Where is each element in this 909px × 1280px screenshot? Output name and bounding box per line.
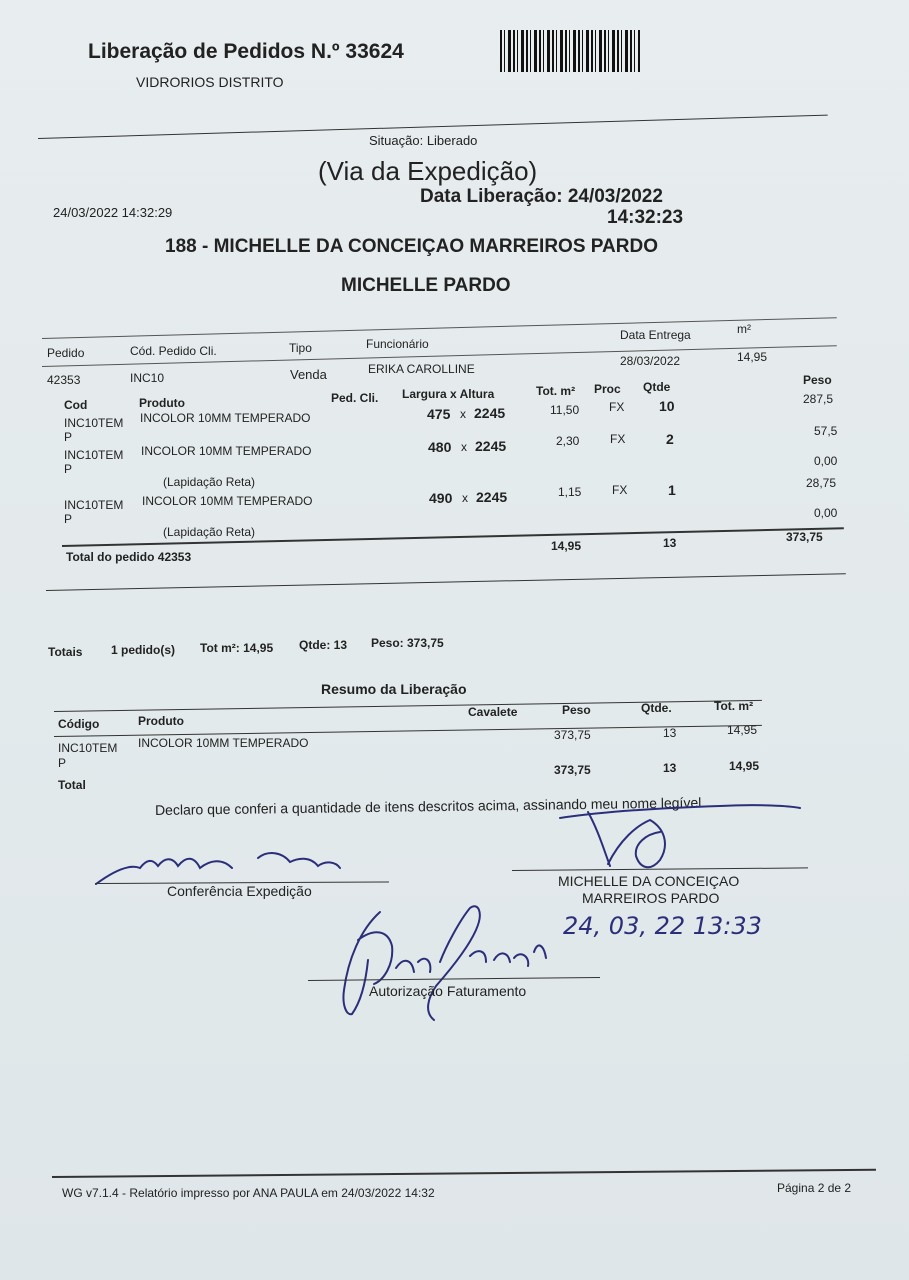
item-sub-peso: 0,00	[814, 506, 838, 520]
customer-name-line2: MARREIROS PARDO	[582, 890, 720, 906]
item-peso: 28,75	[806, 476, 837, 490]
summary-total-qtde: 13	[663, 761, 677, 775]
order-tipo: Venda	[290, 367, 327, 382]
items-col-peso: Peso	[803, 373, 832, 387]
item-sub-peso: 0,00	[814, 454, 838, 468]
col-pedido: Pedido	[47, 346, 85, 360]
items-col-ped-cli: Ped. Cli.	[331, 391, 379, 405]
totals-label: Totais	[48, 645, 83, 659]
summary-col-cavalete: Cavalete	[468, 705, 518, 719]
item-largura: 480	[428, 439, 452, 455]
item-proc: FX	[609, 400, 625, 414]
items-col-cod: Cod	[64, 398, 88, 412]
order-total-peso: 373,75	[786, 530, 823, 544]
totals-qtde: Qtde: 13	[299, 638, 348, 652]
item-altura: 2245	[476, 489, 508, 505]
col-tipo: Tipo	[289, 341, 312, 355]
item-cod-suffix: P	[64, 462, 73, 476]
summary-row-cod-suffix: P	[58, 756, 67, 770]
summary-total-label: Total	[58, 778, 86, 792]
item-peso: 287,5	[803, 392, 834, 406]
item-largura: 490	[429, 490, 453, 506]
item-cod: INC10TEM	[64, 416, 124, 430]
item-produto: INCOLOR 10MM TEMPERADO	[142, 494, 313, 508]
printed-at: 24/03/2022 14:32:29	[53, 205, 173, 220]
customer-name-line1: MICHELLE DA CONCEIÇAO	[558, 873, 740, 889]
order-total-m2: 14,95	[551, 539, 582, 553]
item-altura: 2245	[474, 405, 506, 421]
conferencia-label: Conferência Expedição	[167, 883, 312, 899]
item-qtde: 10	[659, 398, 675, 414]
item-qtde: 2	[666, 431, 674, 447]
conferencia-signature	[96, 853, 340, 884]
order-cod-pedido-cli: INC10	[130, 371, 165, 385]
item-tot-m2: 11,50	[550, 403, 580, 417]
item-tot-m2: 1,15	[558, 485, 582, 499]
item-cod: INC10TEM	[64, 498, 124, 512]
col-m2: m²	[737, 322, 751, 336]
item-altura: 2245	[475, 438, 507, 454]
totals-m2: Tot m²: 14,95	[200, 641, 274, 655]
summary-title: Resumo da Liberação	[321, 681, 467, 697]
items-col-proc: Proc	[594, 382, 621, 396]
release-date: Data Liberação: 24/03/2022	[420, 186, 663, 207]
item-sub: (Lapidação Reta)	[163, 475, 256, 489]
item-x: x	[460, 407, 466, 421]
order-funcionario: ERIKA CAROLLINE	[368, 362, 475, 376]
customer-short-name: MICHELLE PARDO	[341, 275, 511, 296]
handwritten-date: 24, 03, 22 13:33	[563, 912, 762, 940]
item-cod-suffix: P	[64, 430, 73, 444]
customer-signature	[560, 805, 800, 867]
summary-row-qtde: 13	[663, 726, 677, 740]
customer-name: 188 - MICHELLE DA CONCEIÇAO MARREIROS PARDO	[165, 236, 658, 257]
autorizacao-signature	[343, 906, 546, 1020]
release-time: 14:32:23	[607, 207, 684, 228]
footer-left: WG v7.1.4 - Relatório impresso por ANA PAULA em 24/03/2022 14:32	[62, 1186, 435, 1200]
item-largura: 475	[427, 406, 451, 422]
footer-page-number: Página 2 de 2	[777, 1181, 852, 1195]
order-total-qtde: 13	[663, 536, 677, 550]
col-funcionario: Funcionário	[366, 337, 429, 351]
items-col-qtde: Qtde	[643, 380, 671, 394]
totals-pedidos: 1 pedido(s)	[111, 643, 176, 657]
item-tot-m2: 2,30	[556, 434, 580, 448]
summary-row-tot-m2: 14,95	[727, 723, 758, 737]
items-col-tot-m2: Tot. m²	[536, 384, 576, 398]
items-col-largura-altura: Largura x Altura	[402, 387, 495, 401]
item-x: x	[462, 491, 468, 505]
order-total-label: Total do pedido 42353	[66, 550, 192, 564]
item-x: x	[461, 440, 467, 454]
situation: Situação: Liberado	[369, 133, 478, 148]
summary-col-codigo: Código	[58, 717, 100, 731]
summary-col-tot-m2: Tot. m²	[714, 699, 754, 713]
col-cod-pedido-cli: Cód. Pedido Cli.	[130, 344, 217, 358]
col-data-entrega: Data Entrega	[620, 328, 691, 342]
totals-peso: Peso: 373,75	[371, 636, 444, 650]
item-sub: (Lapidação Reta)	[163, 525, 256, 539]
items-col-produto: Produto	[139, 396, 185, 410]
item-peso: 57,5	[814, 424, 838, 438]
summary-col-qtde: Qtde.	[641, 701, 672, 715]
item-produto: INCOLOR 10MM TEMPERADO	[140, 411, 311, 425]
order-m2: 14,95	[737, 350, 768, 364]
company-name: VIDRORIOS DISTRITO	[136, 74, 284, 90]
via-title: (Via da Expedição)	[318, 156, 538, 186]
summary-col-produto: Produto	[138, 714, 184, 728]
item-proc: FX	[612, 483, 628, 497]
item-cod: INC10TEM	[64, 448, 124, 462]
order-pedido: 42353	[47, 373, 81, 387]
order-data-entrega: 28/03/2022	[620, 354, 681, 368]
report-title: Liberação de Pedidos N.º 33624	[88, 40, 404, 63]
summary-row-peso: 373,75	[554, 728, 591, 742]
item-cod-suffix: P	[64, 512, 73, 526]
summary-total-peso: 373,75	[554, 763, 591, 777]
summary-row-cod: INC10TEM	[58, 741, 118, 755]
summary-total-tot-m2: 14,95	[729, 759, 760, 773]
item-produto: INCOLOR 10MM TEMPERADO	[141, 444, 312, 458]
item-qtde: 1	[668, 482, 676, 498]
declaration-text: Declaro que conferi a quantidade de itens descritos acima, assinando meu nome legível.	[154, 794, 706, 818]
summary-col-peso: Peso	[562, 703, 591, 717]
autorizacao-label: Autorização Faturamento	[369, 983, 527, 999]
summary-row-produto: INCOLOR 10MM TEMPERADO	[138, 736, 309, 750]
item-proc: FX	[610, 432, 626, 446]
